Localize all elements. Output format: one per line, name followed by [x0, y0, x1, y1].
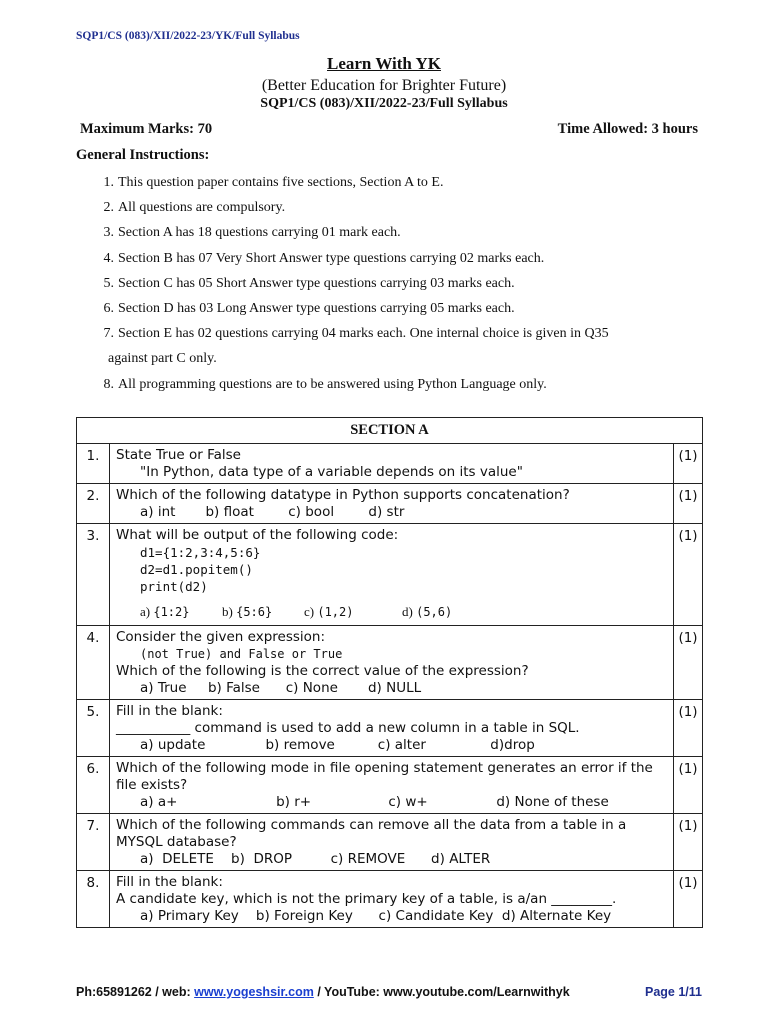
question-text: What will be output of the following code: — [116, 527, 399, 543]
question-row — [77, 524, 703, 626]
question-number: 8. — [77, 871, 110, 928]
question-body — [110, 444, 674, 484]
question-marks: (1) — [674, 484, 703, 524]
section-heading-row — [77, 418, 703, 444]
question-body — [110, 814, 674, 871]
question-options — [116, 603, 667, 621]
question-text: Fill in the blank: — [116, 703, 223, 719]
code-line: print(d2) — [140, 579, 208, 594]
question-text: Which of the following datatype in Python supports concatenation? — [116, 487, 570, 503]
question-options: a) a+ b) r+ c) w+ d) None of these — [140, 794, 609, 810]
instruction-item — [76, 321, 696, 371]
question-marks: (1) — [674, 814, 703, 871]
question-number: 1. — [77, 444, 110, 484]
question-row — [77, 484, 703, 524]
header-code: SQP1/CS (083)/XII/2022-23/YK/Full Syllabus — [76, 30, 300, 42]
question-marks: (1) — [674, 700, 703, 757]
instruction-text: Section A has 18 questions carrying 01 mark each. — [118, 225, 401, 241]
question-statement: "In Python, data type of a variable depends on its value" — [140, 464, 523, 480]
question-row — [77, 814, 703, 871]
instruction-num: 3. — [103, 225, 114, 241]
question-text: Which of the following is the correct value of the expression? — [116, 663, 529, 679]
instruction-num: 2. — [103, 200, 114, 216]
question-statement: A candidate key, which is not the primary key of a table, is a/an _________. — [116, 891, 617, 907]
code-line: d2=d1.popitem() — [140, 562, 253, 577]
footer-contact — [76, 985, 570, 999]
option-a: a) {1:2} — [140, 604, 190, 619]
general-instructions-heading: General Instructions: — [76, 147, 210, 163]
instruction-item — [76, 372, 696, 397]
instruction-continuation: against part C only. — [108, 351, 217, 367]
instruction-item — [76, 220, 696, 245]
question-number: 6. — [77, 757, 110, 814]
question-body — [110, 626, 674, 700]
instruction-num: 1. — [103, 175, 114, 190]
question-body — [110, 757, 674, 814]
option-d: d) (5,6) — [402, 604, 453, 619]
option-c: c) (1,2) — [304, 604, 354, 619]
question-row — [77, 700, 703, 757]
instruction-text: Section E has 02 questions carrying 04 marks each. One internal choice is given in Q35 — [118, 326, 609, 342]
question-text: Which of the following commands can remove all the data from a table in a MYSQL database? — [116, 817, 627, 850]
maximum-marks: Maximum Marks: 70 — [80, 121, 213, 137]
instruction-num: 8. — [103, 376, 114, 392]
section-a-heading: SECTION A — [77, 418, 703, 444]
question-body — [110, 524, 674, 626]
page-number: Page 1/11 — [645, 985, 702, 999]
instruction-item — [76, 195, 696, 220]
question-options: a) True b) False c) None d) NULL — [140, 680, 422, 696]
page-title: Learn With YK — [327, 54, 441, 73]
question-row — [77, 871, 703, 928]
question-options: a) Primary Key b) Foreign Key c) Candidate Key d) Alternate Key — [140, 908, 612, 924]
instruction-num: 5. — [103, 275, 114, 291]
question-row — [77, 444, 703, 484]
instruction-text: Section D has 03 Long Answer type questions carrying 05 marks each. — [118, 301, 515, 317]
question-marks: (1) — [674, 757, 703, 814]
code-line: (not True) and False or True — [140, 647, 343, 661]
question-number: 5. — [77, 700, 110, 757]
question-options: a) int b) float c) bool d) str — [140, 504, 405, 520]
question-statement: ___________ command is used to add a new column in a table in SQL. — [116, 720, 580, 736]
instruction-item — [76, 271, 696, 296]
question-row — [77, 626, 703, 700]
instruction-item — [76, 246, 696, 271]
marks-row — [80, 121, 698, 138]
page-subtitle: (Better Education for Brighter Future) — [261, 77, 507, 94]
question-body — [110, 484, 674, 524]
option-b: b) {5:6} — [222, 604, 273, 619]
question-marks: (1) — [674, 444, 703, 484]
instruction-num: 6. — [103, 301, 114, 317]
question-text: Consider the given expression: — [116, 629, 326, 645]
instruction-item — [76, 170, 696, 195]
instruction-text: This question paper contains five sections, Section A to E. — [118, 175, 444, 190]
question-options: a) update b) remove c) alter d)drop — [140, 737, 535, 753]
question-marks: (1) — [674, 626, 703, 700]
time-allowed: Time Allowed: 3 hours — [557, 121, 698, 137]
section-a-table — [76, 417, 703, 928]
instructions-list — [76, 170, 696, 397]
question-number: 7. — [77, 814, 110, 871]
question-options: a) DELETE b) DROP c) REMOVE d) ALTER — [140, 851, 491, 867]
question-marks: (1) — [674, 524, 703, 626]
question-row — [77, 757, 703, 814]
instruction-text: All questions are compulsory. — [118, 200, 286, 216]
question-text: Which of the following mode in file opening statement generates an error if the file exists? — [116, 760, 653, 793]
question-number: 4. — [77, 626, 110, 700]
instruction-item — [76, 296, 696, 321]
question-text: Fill in the blank: — [116, 874, 223, 890]
question-body — [110, 700, 674, 757]
instruction-text: All programming questions are to be answered using Python Language only. — [118, 376, 547, 392]
footer-youtube: / YouTube: www.youtube.com/Learnwithyk — [313, 985, 570, 999]
footer-phone: Ph:65891262 / web: — [76, 985, 195, 999]
code-line: d1={1:2,3:4,5:6} — [140, 545, 261, 560]
instruction-num: 4. — [103, 250, 114, 266]
instruction-num: 7. — [103, 326, 114, 342]
question-marks: (1) — [674, 871, 703, 928]
question-text: State True or False — [116, 447, 241, 463]
instruction-text: Section C has 05 Short Answer type questions carrying 03 marks each. — [118, 275, 515, 291]
question-number: 3. — [77, 524, 110, 626]
paper-code: SQP1/CS (083)/XII/2022-23/Full Syllabus — [260, 96, 508, 111]
question-number: 2. — [77, 484, 110, 524]
website-link[interactable]: www.yogeshsir.com — [194, 985, 314, 999]
page-footer — [76, 985, 702, 999]
instruction-text: Section B has 07 Very Short Answer type questions carrying 02 marks each. — [118, 250, 545, 266]
question-body — [110, 871, 674, 928]
